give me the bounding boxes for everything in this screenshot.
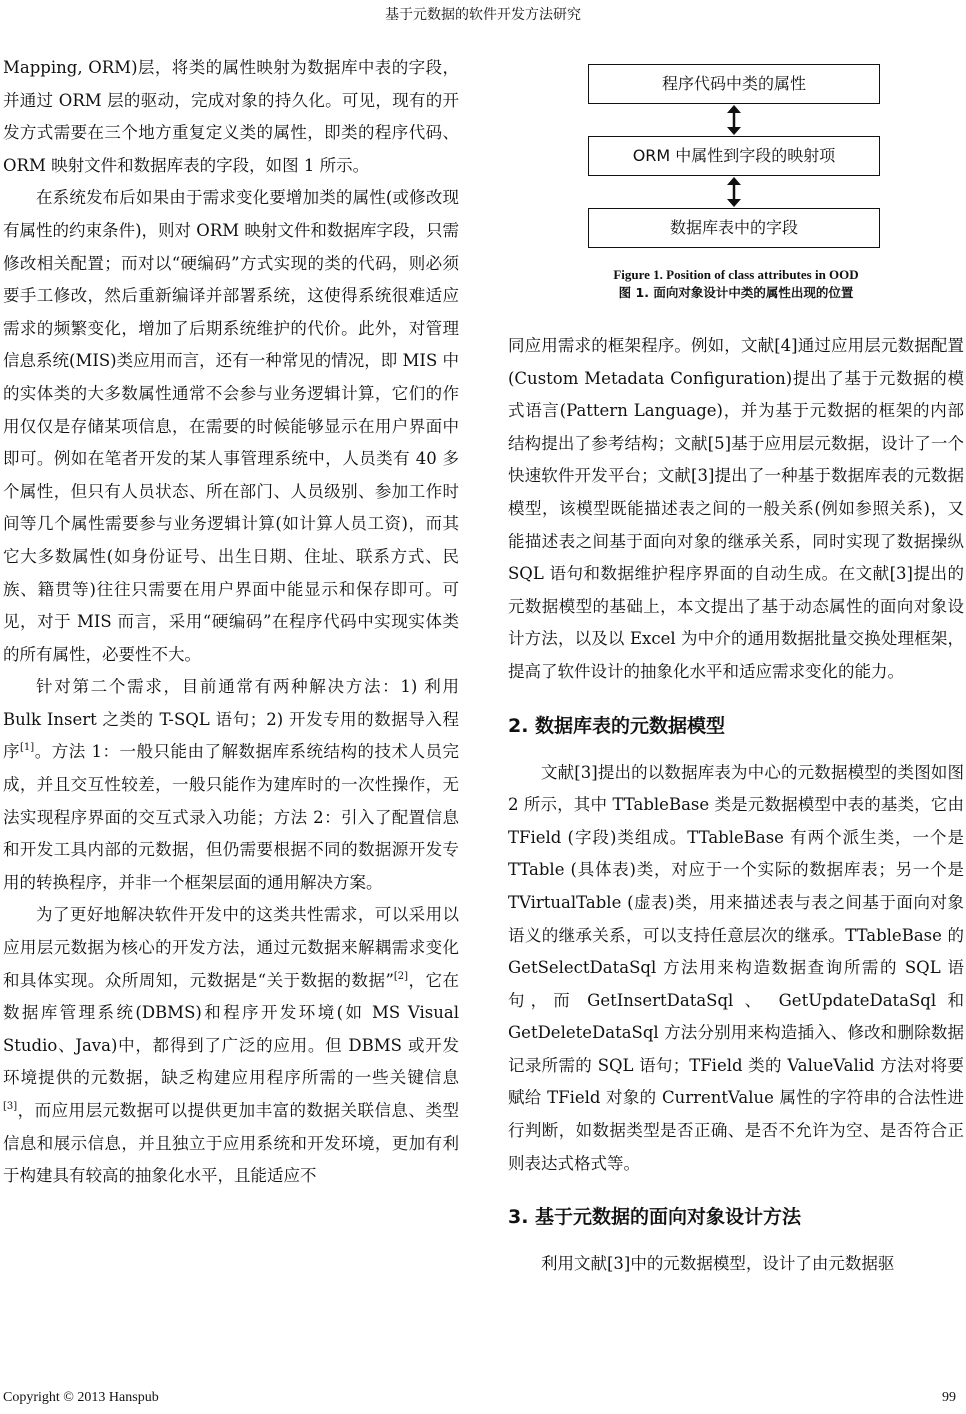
footer-copyright: Copyright © 2013 Hanspub bbox=[3, 1390, 159, 1405]
paragraph-text: 为了更好地解决软件开发中的这类共性需求，可以采用以应用层元数据为核心的开发方法，通过元数据来解耦需求变化和具体实现。众所周知，元数据是“关于数据的数据” bbox=[3, 905, 459, 990]
paragraph-text: ，它在数据库管理系统(DBMS)和程序开发环境(如 MS Visual Studio、Java)中，都得到了广泛的应用。但 DBMS 或开发环境提供的元数据，缺乏构建应用程序所需的一些关键信息 bbox=[3, 970, 459, 1088]
paragraph-text: 针对第二个需求，目前通常有两种解决方法：1) 利用 Bulk Insert 之类的 T-SQL 语句；2) 开发专用的数据导入程序 bbox=[3, 677, 459, 762]
citation-ref: [2] bbox=[393, 970, 409, 982]
paragraph-text: ，而应用层元数据可以提供更加丰富的数据关联信息、类型信息和展示信息，并且独立于应用系统和开发环境，更加有利于构建具有较高的抽象化水平，且能适应不 bbox=[3, 1101, 459, 1186]
paragraph: 同应用需求的框架程序。例如，文献[4]通过应用层元数据配置(Custom Metadata Configuration)提出了基于元数据的模式语言(Pattern Language)，并为基于元数据的框架的内部结构提出了参考结构；文献[5]基于应用层元数据，设计了一个快速软件开发平台；文献[3]提出了一种基于数据库表的元数据模型，该模型既能描述表之间的一般关系(例如参照关系)，又能描述表之间基于面向对象的继承关系，同时实现了数据操纵 SQL 语句和数据维护程序界面的自动生成。在文献[3]提出的元数据模型的基础上，本文提出了基于动态属性的面向对象设计方法，以及以 Excel 为中介的通用数据批量交换处理框架，提高了软件设计的抽象化水平和适应需求变化的能力。 bbox=[508, 336, 964, 681]
paragraph: 在系统发布后如果由于需求变化要增加类的属性(或修改现有属性的约束条件)，则对 ORM 映射文件和数据库字段，只需修改相关配置；而对以“硬编码”方式实现的类的代码，则必须要手工修改，然后重新编译并部署系统，这使得系统很难适应需求的频繁变化，增加了后期系统维护的代价。此外，对管理信息系统(MIS)类应用而言，还有一种常见的情况，即 MIS 中的实体类的大多数属性通常不会参与业务逻辑计算，它们的作用仅仅是存储某项信息，在需要的时候能够显示在用户界面中即可。例如在笔者开发的某人事管理系统中，人员类有 40 多个属性，但只有人员状态、所在部门、人员级别、参加工作时间等几个属性需要参与业务逻辑计算(如计算人员工资)，而其它大多数属性(如身份证号、出生日期、住址、联系方式、民族、籍贯等)往往只需要在用户界面中能显示和保存即可。可见，对于 MIS 而言，采用“硬编码”在程序代码中实现实体类的所有属性，必要性不大。 bbox=[3, 188, 459, 664]
figure-box-orm-mapping: ORM 中属性到字段的映射项 bbox=[588, 136, 880, 176]
paragraph: Mapping, ORM)层，将类的属性映射为数据库中表的字段，并通过 ORM 层的驱动，完成对象的持久化。可见，现有的开发方式需要在三个地方重复定义类的属性，即类的程序代码、ORM 映射文件和数据库表的字段，如图 1 所示。 bbox=[3, 58, 459, 175]
paragraph: 文献[3]提出的以数据库表为中心的元数据模型的类图如图 2 所示，其中 TTableBase 类是元数据模型中表的基类，它由 TField (字段)类组成。TTableBase 有两个派生类，一个是 TTable (具体表)类，对应于一个实际的数据库表；另一个是 TVirtualTable (虚表)类，用来描述表与表之间基于面向对象语义的继承关系，可以支持任意层次的继承。TTableBase 的 GetSelectDataSql 方法用来构造数据查询所需的 SQL 语句，而 GetInsertDataSql 、 GetUpdateDataSql 和 GetDeleteDataSql 方法分别用来构造插入、修改和删除数据记录所需的 SQL 语句；TField 类的 ValueValid 方法对将要赋给 TField 对象的 CurrentValue 属性的字符串的合法性进行判断，如数据类型是否正确、是否不允许为空、是否符合正则表达式格式等。 bbox=[508, 762, 964, 1173]
paragraph-text: 。方法 1：一般只能由了解数据库系统结构的技术人员完成，并且交互性较差，一般只能作为建库时的一次性操作，无法实现程序界面的交互式录入功能；方法 2：引入了配置信息和开发工具内部的元数据，但仍需要根据不同的数据源开发专用的转换程序，并非一个框架层面的通用解决方案。 bbox=[3, 742, 460, 892]
left-column bbox=[3, 52, 459, 1193]
paragraph bbox=[3, 899, 459, 1192]
right-column bbox=[508, 52, 964, 1281]
figure-box-class-attributes: 程序代码中类的属性 bbox=[588, 64, 880, 104]
paragraph bbox=[3, 671, 459, 899]
section-heading: 2. 数据库表的元数据模型 bbox=[508, 714, 726, 737]
citation-ref: [1] bbox=[20, 742, 35, 754]
double-arrow-icon bbox=[725, 176, 743, 208]
running-head: 基于元数据的软件开发方法研究 bbox=[385, 7, 581, 23]
figure-1 bbox=[508, 52, 964, 330]
figure-caption-zh: 图 1. 面向对象设计中类的属性出现的位置 bbox=[618, 285, 854, 300]
figure-box-db-fields: 数据库表中的字段 bbox=[588, 208, 880, 248]
double-arrow-icon bbox=[725, 104, 743, 136]
citation-ref: [3] bbox=[3, 1101, 18, 1112]
page-number: 99 bbox=[942, 1390, 956, 1405]
paragraph: 利用文献[3]中的元数据模型，设计了由元数据驱 bbox=[541, 1254, 895, 1274]
section-heading: 3. 基于元数据的面向对象设计方法 bbox=[508, 1206, 802, 1229]
figure-caption-en: Figure 1. Position of class attributes in OOD bbox=[613, 267, 859, 282]
